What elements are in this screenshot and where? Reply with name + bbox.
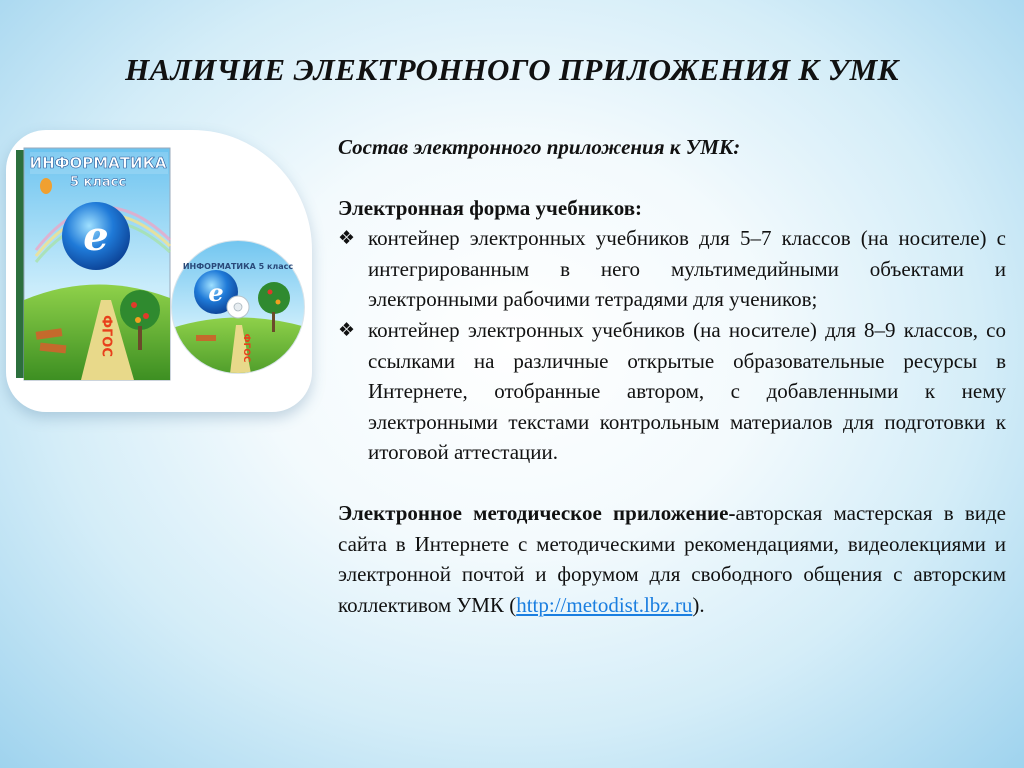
disc-title-text: ИНФОРМАТИКА 5 класс — [182, 262, 294, 271]
box-grade-text: 5 класс — [69, 175, 127, 190]
diamond-bullet-icon: ❖ — [338, 227, 356, 250]
cd-disc-icon — [166, 235, 312, 390]
list-item-text: контейнер электронных учебников для 5–7 классов (на носителе) с интегрированным в него мультимедийными объектами и электронными рабочими тетрадями для учеников; — [368, 226, 1006, 312]
svg-text:e: e — [208, 278, 224, 307]
product-illustration — [6, 130, 312, 412]
disc-series-text: ФГОС — [241, 333, 251, 363]
list-item — [338, 315, 1006, 468]
section-heading-textbook: Электронная форма учебников: — [338, 195, 643, 220]
methodical-text-end: ). — [692, 592, 705, 617]
methodical-text: авторская мастерская в виде сайта в Интернете с методическими рекомендациями, видеолекциями и электронной почтой и форумом для свободного общения с авторским коллективом УМК ( — [338, 500, 1006, 617]
list-item-text: контейнер электронных учебников (на носителе) для 8–9 классов, со ссылками на различные открытые образовательные ресурсы в Интернете, отобранные автором, с добавленными к нему электронными текстами контрольным материалов для подготовки к итоговой аттестации. — [368, 317, 1006, 465]
bullet-list — [338, 223, 1006, 468]
box-title-text: ИНФОРМАТИКА — [29, 154, 167, 172]
list-item — [338, 223, 1006, 315]
svg-text:e: e — [83, 213, 109, 260]
slide-title: НАЛИЧИЕ ЭЛЕКТРОННОГО ПРИЛОЖЕНИЯ К УМК — [125, 52, 899, 87]
diamond-bullet-icon: ❖ — [338, 318, 356, 341]
methodist-link[interactable]: http://metodist.lbz.ru — [516, 592, 693, 617]
subtitle: Состав электронного приложения к УМК: — [338, 135, 741, 159]
methodical-paragraph — [338, 498, 1006, 620]
product-image-panel — [6, 130, 312, 412]
content-area — [338, 132, 1006, 620]
box-series-text: ФГОС — [98, 315, 114, 357]
dvd-box-icon — [16, 148, 170, 380]
methodical-heading: Электронное методическое приложение- — [338, 500, 736, 525]
